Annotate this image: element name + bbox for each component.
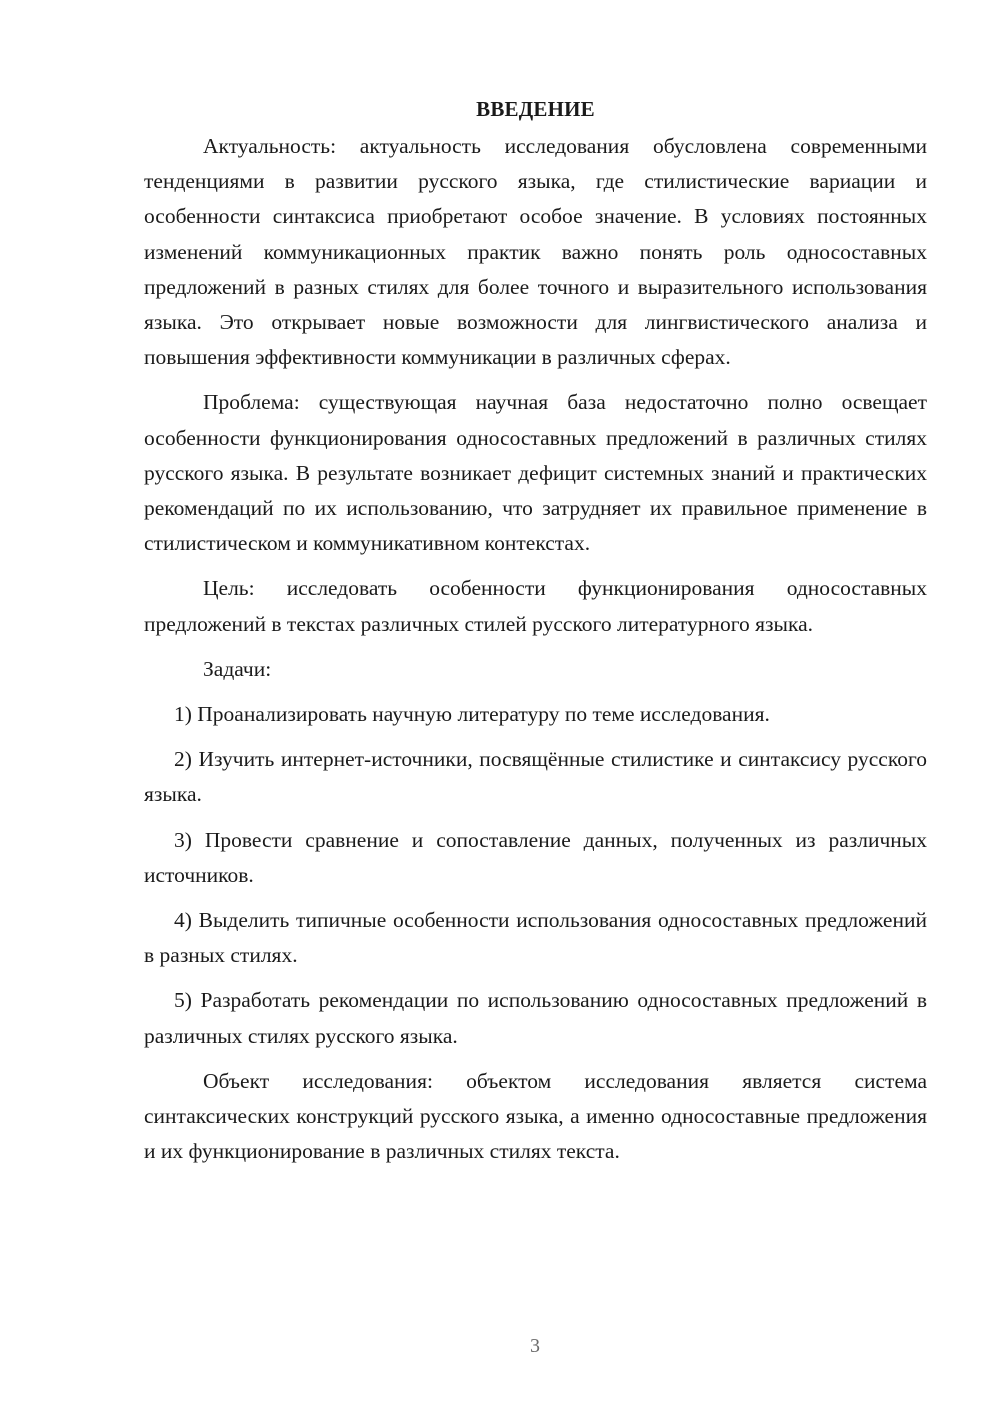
page-number: 3 bbox=[530, 1335, 540, 1357]
task-item-1: 1) Проанализировать научную литературу по теме исследования. bbox=[174, 702, 770, 727]
relevance-paragraph: Актуальность: актуальность исследования обусловлена современными тенденциями в развитии русского языка, где стилистические вариации и особенности синтаксиса приобретают особое значение. В условиях постоянных изменений коммуникационных практик важно понять роль односоставных предложений в разных стилях для более точного и выразительного использования языка. Это открывает новые возможности для лингвистического анализа и повышения эффективности коммуникации в различных сферах. bbox=[144, 134, 927, 370]
task-item-5: 5) Разработать рекомендации по использованию односоставных предложений в различных стилях русского языка. bbox=[144, 988, 927, 1048]
tasks-label: Задачи: bbox=[203, 656, 272, 681]
problem-paragraph: Проблема: существующая научная база недостаточно полно освещает особенности функционирования односоставных предложений в различных стилях русского языка. В результате возникает дефицит системных знаний и практических рекомендаций по их использованию, что затрудняет их правильное применение в стилистическом и коммуникативном контекстах. bbox=[144, 390, 927, 556]
task-item-3: 3) Провести сравнение и сопоставление данных, полученных из различных источников. bbox=[144, 827, 927, 887]
page-body bbox=[144, 92, 927, 1169]
task-item-2: 2) Изучить интернет-источники, посвящённые стилистике и синтаксису русского языка. bbox=[144, 747, 927, 807]
task-item-4: 4) Выделить типичные особенности использования односоставных предложений в разных стилях. bbox=[144, 908, 927, 968]
object-paragraph: Объект исследования: объектом исследования является система синтаксических конструкций русского языка, а именно односоставные предложения и их функционирование в различных стилях текста. bbox=[144, 1068, 927, 1164]
section-heading: ВВЕДЕНИЕ bbox=[476, 97, 595, 121]
goal-paragraph: Цель: исследовать особенности функционирования односоставных предложений в текстах различных стилей русского литературного языка. bbox=[144, 576, 927, 636]
